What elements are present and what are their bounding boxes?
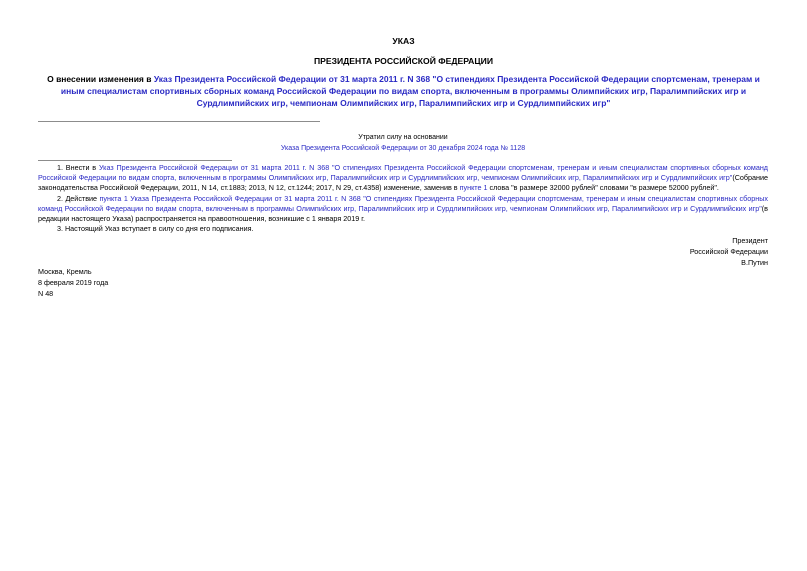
paragraph-1-text: 1. Внести в: [57, 163, 99, 172]
signing-date: 8 февраля 2019 года: [38, 278, 109, 287]
heading-prefix: О внесении изменения в: [47, 74, 154, 84]
repeal-label: Утратил силу на основании: [358, 134, 448, 141]
repeal-decree-link[interactable]: Указа Президента Российской Федерации от 30 декабря 2024 года № 1128: [280, 145, 526, 152]
paragraph-1-text-source: (Собрание законодательства Российской Федерации, 2011, N 14, ст.1883; 2013, N 12, ст.1244; 2017, N 29, ст.4358) изменение, заменив в: [38, 173, 768, 193]
document-heading: [47, 73, 760, 109]
paragraph-1-text-change: слова "в размере 32000 рублей" словами "в размере 52000 рублей".: [487, 183, 719, 193]
document-title: УКАЗ: [392, 36, 415, 46]
document-body: [38, 163, 768, 234]
signature-name: В.Путин: [741, 258, 768, 267]
paragraph-3-text: 3. Настоящий Указ вступает в силу со дня его подписания.: [57, 224, 254, 234]
paragraph-2-text-effect: (в редакции настоящего Указа) распространяется на правоотношения, возникшие с 1 января 2019 г.: [38, 203, 768, 224]
signature-position-line-1: Президент: [732, 236, 768, 245]
separator-rule-bottom: [38, 160, 232, 161]
signing-place: Москва, Кремль: [38, 267, 92, 276]
repeal-note: [38, 132, 768, 154]
signature-position-line-2: Российской Федерации: [689, 247, 768, 256]
separator-rule-top: [38, 121, 320, 122]
document-issuer: ПРЕЗИДЕНТА РОССИЙСКОЙ ФЕДЕРАЦИИ: [313, 56, 494, 66]
decree-number: N 48: [38, 289, 54, 298]
paragraph-1: [38, 163, 768, 194]
signature-block: [690, 235, 768, 268]
paragraph-2-text: 2. Действие: [57, 193, 100, 203]
paragraph-2: [38, 194, 768, 225]
place-date-block: [38, 266, 108, 299]
paragraph-1-clause-link[interactable]: пункте 1: [459, 183, 488, 193]
paragraph-3: [38, 224, 768, 234]
paragraph-2-clause-link[interactable]: пункта 1 Указа Президента Российской Федерации от 31 марта 2011 г. N 368 "О стипендиях Президента Российской Федерации спортсменам, тренерам и иным специалистам спортивных сборных команд Российской Федерации по видам спорта, включенным в программы Олимпийских игр, Паралимпийских игр и Сурдлимпийских игр, чемпионам Олимпийских игр, Паралимпийских игр и Сурдлимпийских игр": [38, 193, 768, 213]
heading-decree-link[interactable]: Указ Президента Российской Федерации от 31 марта 2011 г. N 368 "О стипендиях Президента Российской Федерации спортсменам, тренерам и иным специалистам спортивных сборных команд Российской Федерации по видам спорта, включенным в программы Олимпийских игр, Паралимпийских игр и Сурдлимпийских игр, чемпионам Олимпийских игр, Паралимпийских игр и Сурдлимпийских игр": [60, 74, 760, 108]
paragraph-1-decree-link[interactable]: Указ Президента Российской Федерации от 31 марта 2011 г. N 368 "О стипендиях Президента Российской Федерации спортсменам, тренерам и иным специалистам спортивных сборных команд Российской Федерации по видам спорта, включенным в программы Олимпийских игр, Паралимпийских игр и Сурдлимпийских игр, чемпионам Олимпийских игр, Паралимпийских игр и Сурдлимпийских игр": [38, 163, 768, 183]
